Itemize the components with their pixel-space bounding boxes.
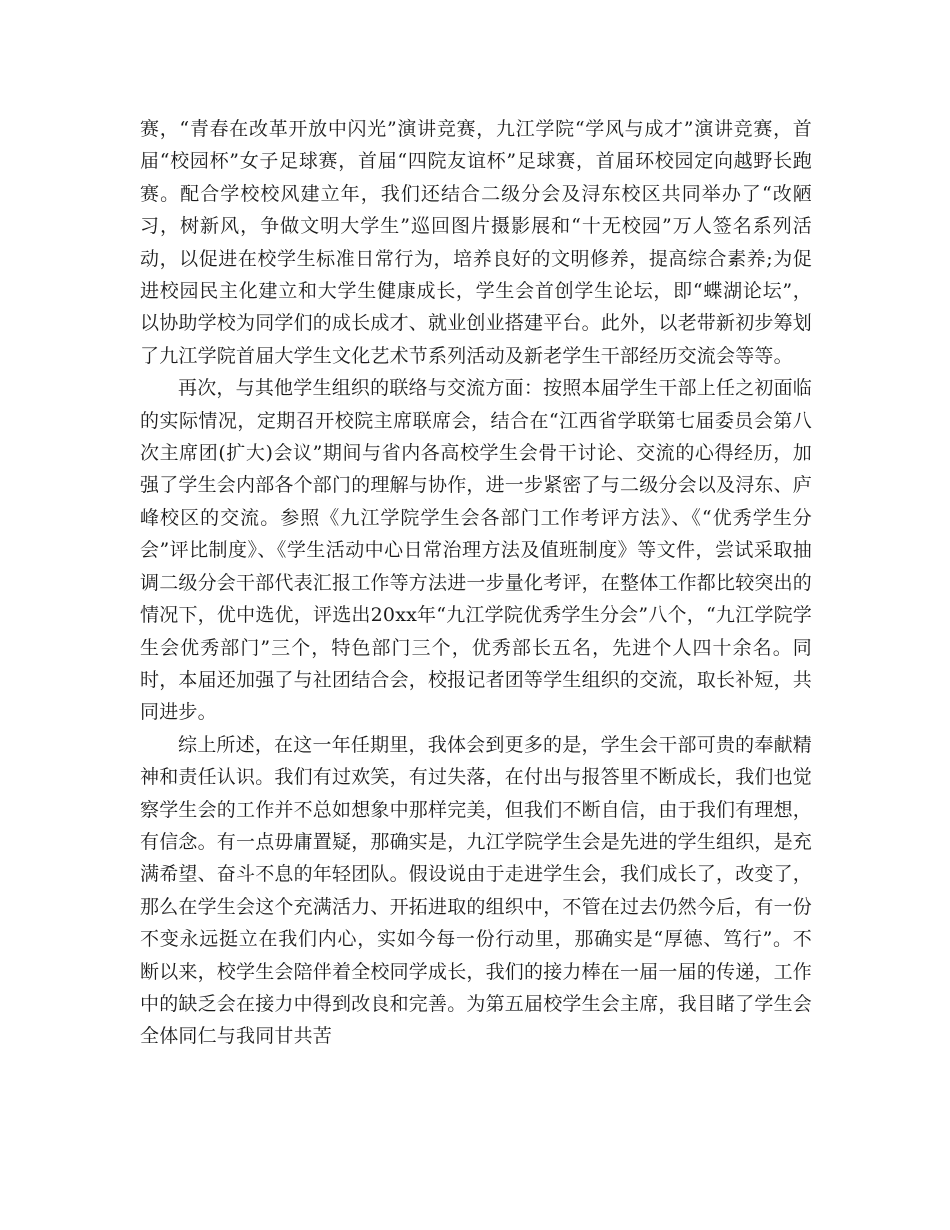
paragraph-communication: 再次，与其他学生组织的联络与交流方面：按照本届学生干部上任之初面临的实际情况，定期召开校院主席联席会，结合在“江西省学联第七届委员会第八次主席团(扩大)会议”期间与省内各高校学生会骨干讨论、交流的心得经历，加强了学生会内部各个部门的理解与协作，进一步紧密了与二级分会以及浔东、庐峰校区的交流。参照《九江学院学生会各部门工作考评方法》、《“优秀学生分会”评比制度》、《学生活动中心日常治理方法及值班制度》等文件，尝试采取抽调二级分会干部代表汇报工作等方法进一步量化考评，在整体工作都比较突出的情况下，优中选优，评选出20xx年“九江学院优秀学生分会”八个，“九江学院学生会优秀部门”三个，特色部门三个，优秀部长五名，先进个人四十余名。同时，本届还加强了与社团结合会，校报记者团等学生组织的交流，取长补短，共同进步。 bbox=[140, 377, 813, 724]
paragraph-activities: 赛，“青春在改革开放中闪光”演讲竞赛，九江学院“学风与成才”演讲竞赛，首届“校园杯”女子足球赛，首届“四院友谊杯”足球赛，首届环校园定向越野长跑赛。配合学校校风建立年，我们还结合二级分会及浔东校区共同举办了“改陋习，树新风，争做文明大学生”巡回图片摄影展和“十无校园”万人签名系列活动，以促进在校学生标准日常行为，培养良好的文明修养，提高综合素养;为促进校园民主化建立和大学生健康成长，学生会首创学生论坛，即“蝶湖论坛”，以协助学校为同学们的成长成才、就业创业搭建平台。此外，以老带新初步筹划了九江学院首届大学生文化艺术节系列活动及新老学生干部经历交流会等等。 bbox=[140, 118, 813, 367]
paragraph-summary: 综上所述，在这一年任期里，我体会到更多的是，学生会干部可贵的奉献精神和责任认识。我们有过欢笑，有过失落，在付出与报答里不断成长，我们也觉察学生会的工作并不总如想象中那样完美，但我们不断自信，由于我们有理想，有信念。有一点毋庸置疑，那确实是，九江学院学生会是先进的学生组织，是充满希望、奋斗不息的年轻团队。假设说由于走进学生会，我们成长了，改变了，那么在学生会这个充满活力、开拓进取的组织中，不管在过去仍然今后，有一份不变永远挺立在我们内心，实如今每一份行动里，那确实是“厚德、笃行”。不断以来，校学生会陪伴着全校同学成长，我们的接力棒在一届一届的传递，工作中的缺乏会在接力中得到改良和完善。为第五届校学生会主席，我目睹了学生会全体同仁与我同甘共苦 bbox=[140, 733, 813, 1048]
document-body bbox=[140, 113, 812, 1053]
